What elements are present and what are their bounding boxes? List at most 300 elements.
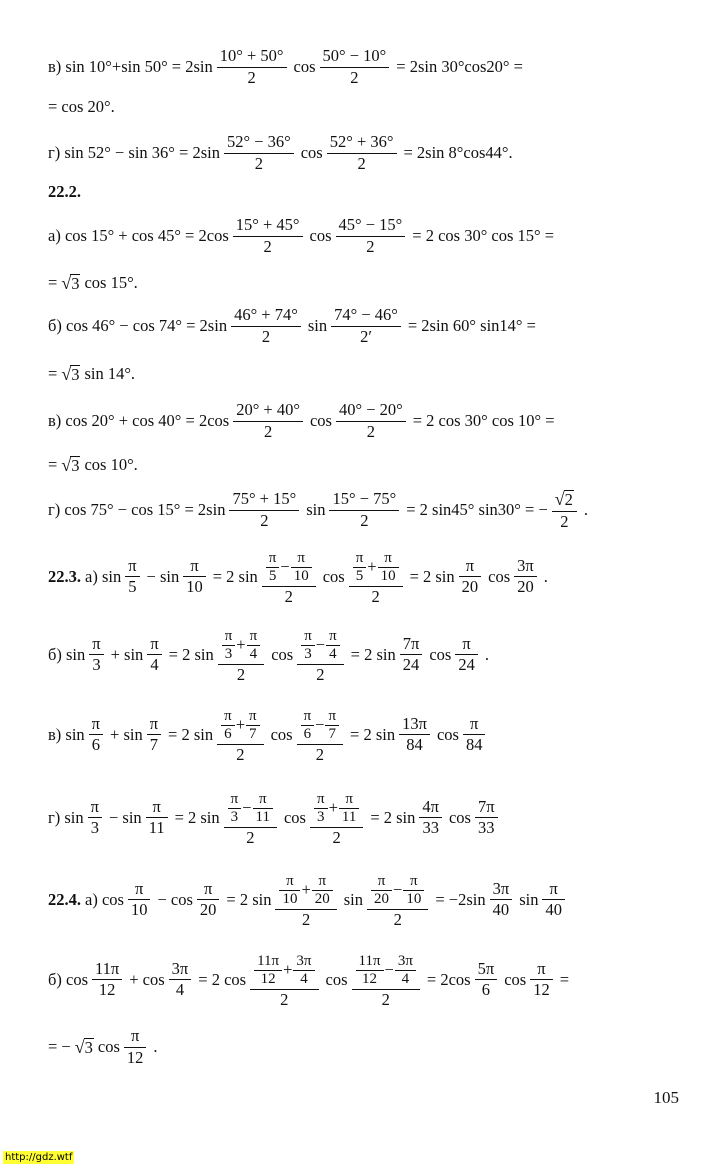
math-text: 40 (545, 900, 562, 920)
numerator (301, 629, 315, 645)
denominator (224, 153, 294, 173)
math-text: = 2 sin (226, 889, 272, 909)
math-text: 13π (402, 713, 427, 733)
numerator (514, 555, 537, 577)
fraction (246, 709, 260, 742)
denominator (250, 989, 318, 1009)
numerator (310, 790, 363, 827)
denominator (514, 576, 537, 596)
math-text: 2 (284, 586, 293, 606)
square-root (61, 365, 80, 384)
compound-numerator (221, 629, 261, 662)
numerator (301, 709, 315, 725)
math-text: + (235, 714, 245, 734)
fraction (231, 307, 301, 345)
denominator (327, 153, 397, 173)
square-root (61, 274, 80, 293)
denominator (228, 808, 242, 825)
fraction (233, 402, 303, 440)
math-text: 15° − 75° (332, 489, 397, 508)
math-text: 7π (402, 633, 420, 653)
math-text: 3 (92, 655, 101, 675)
denominator (217, 67, 287, 87)
math-text: cos (504, 969, 527, 989)
math-text: 50° − 10° (322, 46, 387, 65)
numerator (228, 792, 242, 808)
math-text: 3π (296, 952, 312, 969)
fraction (228, 792, 242, 825)
fraction (336, 402, 406, 440)
math-text: − (315, 714, 325, 734)
math-text: π (224, 707, 232, 724)
math-text: 2 (393, 909, 402, 929)
denominator (371, 890, 392, 907)
numerator (250, 952, 318, 989)
math-text: π (303, 707, 312, 724)
fraction (217, 48, 287, 86)
square-root (61, 456, 80, 475)
fraction (353, 551, 367, 584)
math-text: sin (307, 315, 328, 335)
math-text: = 2sin 60° sin14° = (407, 315, 536, 335)
numerator (247, 629, 261, 645)
denominator (229, 510, 299, 530)
denominator (222, 645, 236, 662)
fraction (552, 490, 577, 530)
square-root (75, 1038, 94, 1057)
site-url-watermark: http://gdz.wtf (5, 1152, 73, 1163)
numerator (349, 549, 403, 586)
math-text: 2 (366, 236, 375, 256)
fraction (217, 707, 263, 764)
math-text: + (328, 797, 338, 817)
page-number: 105 (653, 1088, 679, 1107)
denominator (275, 909, 336, 929)
math-text: π (128, 555, 137, 575)
denominator (88, 817, 102, 837)
math-text: π (304, 627, 312, 644)
fraction (336, 217, 406, 255)
fraction (475, 958, 498, 1000)
numerator (419, 796, 442, 818)
math-text: 20 (199, 900, 217, 920)
numerator (459, 633, 473, 655)
math-text: 2 (301, 909, 311, 929)
math-text: 10° + 50° (219, 46, 284, 65)
math-text: + sin (110, 724, 143, 744)
denominator (331, 326, 401, 346)
math-text: 2 (254, 153, 263, 173)
numerator (149, 796, 163, 818)
fraction (320, 48, 390, 86)
math-text: sin (306, 499, 326, 519)
fraction (475, 796, 498, 838)
math-text: π (384, 549, 392, 566)
math-text: 84 (465, 735, 483, 755)
fraction (254, 954, 282, 987)
fraction (275, 872, 336, 929)
numerator (475, 796, 498, 818)
radical-sign-icon: √ (554, 489, 565, 509)
numerator (400, 633, 423, 655)
math-text: 2 (263, 236, 272, 256)
fraction (124, 1028, 147, 1066)
radical-sign-icon: √ (61, 454, 72, 475)
numerator (336, 217, 406, 236)
fraction (314, 792, 328, 825)
math-text: = 2sin 8°cos44°. (403, 142, 513, 162)
denominator (218, 664, 264, 684)
math-text: = 2 cos 30° cos 10° = (412, 410, 555, 430)
fraction (297, 627, 343, 684)
exercise-number: 22.3. (48, 566, 81, 586)
math-text: 2 (316, 664, 325, 684)
fraction (146, 796, 168, 838)
numerator (331, 307, 401, 326)
numerator (262, 549, 316, 586)
denominator (301, 725, 315, 742)
line-22-3-a (48, 549, 548, 606)
line-22-3-v (48, 707, 488, 764)
numerator (147, 633, 161, 655)
fraction (233, 217, 303, 255)
math-text: а) cos 15° + cos 45° = 2cos (48, 225, 229, 245)
numerator (89, 713, 103, 735)
math-text: 2 (560, 511, 569, 531)
math-text: cos (300, 142, 323, 162)
fraction (125, 555, 139, 597)
math-text: = 2sin 30°cos20° = (396, 56, 523, 76)
line-22-2-a (48, 217, 554, 255)
math-text: 2 (246, 827, 255, 847)
math-text: 2′ (360, 326, 372, 346)
fraction (463, 713, 486, 755)
math-text: 3 (230, 808, 239, 825)
numerator (266, 551, 280, 567)
math-text: 74° − 46° (334, 305, 398, 324)
math-text: cos 15°. (84, 272, 138, 292)
fraction (455, 633, 478, 675)
numerator (201, 878, 215, 900)
denominator (310, 827, 363, 847)
denominator (128, 899, 151, 919)
math-text: π (377, 872, 386, 889)
math-text: cos (448, 807, 471, 827)
numerator (221, 709, 235, 725)
fraction (349, 549, 403, 606)
line-22-3-g (48, 790, 501, 847)
math-text: cos (271, 644, 294, 664)
fraction (279, 874, 300, 907)
line-22-2-v-cont (48, 456, 138, 475)
math-text: 4 (249, 645, 258, 662)
math-text: − (315, 634, 326, 654)
math-text: 10 (186, 577, 203, 597)
line-22-4-a (48, 872, 568, 929)
math-text: в) cos 20° + cos 40° = 2cos (48, 410, 230, 430)
math-text: 4 (300, 970, 308, 987)
math-text: 11π (358, 952, 381, 969)
compound-numerator (265, 551, 313, 584)
math-text: 3π (397, 952, 413, 969)
fraction (459, 555, 482, 597)
fraction (326, 629, 340, 662)
numerator (320, 48, 390, 67)
math-text: π (230, 790, 239, 807)
math-text: sin 14°. (84, 363, 136, 383)
denominator (301, 645, 315, 662)
numerator (475, 958, 498, 980)
math-text: 3 (224, 645, 233, 662)
fraction (301, 629, 315, 662)
fraction (329, 491, 399, 529)
exercise-number: 22.2. (48, 181, 81, 201)
math-text: + (236, 634, 246, 654)
numerator (552, 490, 577, 511)
math-text: 20 (517, 577, 534, 597)
denominator (336, 421, 406, 441)
math-text: = (48, 454, 58, 474)
fraction (266, 551, 280, 584)
math-text: = 2 sin (350, 724, 396, 744)
numerator (224, 134, 294, 153)
denominator (314, 808, 328, 825)
math-text: 2 (381, 989, 390, 1009)
math-text: 24 (458, 655, 475, 675)
math-text: − (393, 879, 403, 899)
math-text: 11 (255, 808, 270, 825)
denominator (542, 899, 565, 919)
math-text: 5 (268, 567, 277, 584)
math-text: − (384, 959, 394, 979)
math-text: 5 (128, 577, 137, 597)
fraction (89, 713, 103, 755)
math-text: 12 (126, 1047, 144, 1067)
denominator (233, 421, 303, 441)
fraction (147, 713, 161, 755)
fraction (92, 958, 122, 1000)
denominator (339, 808, 359, 825)
math-text: 10 (293, 567, 309, 584)
math-text: π (316, 790, 325, 807)
denominator (395, 970, 416, 987)
math-text: . (583, 499, 589, 519)
line-22-2-v (48, 402, 555, 440)
math-text: π (249, 627, 258, 644)
fraction (169, 958, 192, 1000)
math-text: = −2sin (435, 889, 486, 909)
compound-numerator (227, 792, 274, 825)
numerator (395, 954, 416, 970)
math-text: − (242, 797, 252, 817)
numerator (233, 217, 303, 236)
math-text: cos (488, 566, 511, 586)
numerator (297, 627, 343, 664)
numerator (217, 48, 287, 67)
numerator (222, 629, 236, 645)
math-text: π (203, 878, 213, 898)
math-text: π (462, 633, 471, 653)
fraction (400, 633, 423, 675)
denominator (403, 890, 424, 907)
math-text: π (286, 872, 294, 889)
math-text: 33 (478, 818, 495, 838)
math-text: π (355, 549, 364, 566)
numerator (381, 551, 395, 567)
compound-numerator (370, 874, 425, 907)
numerator (217, 707, 263, 744)
math-text: 11π (95, 958, 120, 978)
fraction (222, 629, 236, 662)
math-text: = 2cos (426, 969, 471, 989)
radicand: 3 (71, 455, 80, 475)
denominator (352, 989, 420, 1009)
math-text: а) cos (85, 889, 124, 909)
math-text: 2 (236, 744, 245, 764)
math-text: 11π (257, 952, 280, 969)
radicand: 3 (71, 364, 80, 384)
denominator (325, 725, 339, 742)
numerator (336, 402, 406, 421)
numerator (147, 713, 161, 735)
math-text: 12 (362, 970, 378, 987)
math-text: 2 (360, 510, 369, 530)
math-text: б) cos (48, 969, 89, 989)
denominator (262, 586, 316, 606)
math-text: 2 (247, 67, 256, 87)
math-text: 2 (280, 989, 289, 1009)
math-text: = 2 sin (174, 807, 220, 827)
math-text: 20 (374, 890, 390, 907)
math-text: 52° + 36° (329, 132, 394, 151)
numerator (231, 307, 301, 326)
math-text: а) sin (85, 566, 122, 586)
denominator (378, 567, 399, 584)
fraction (542, 878, 565, 920)
math-text: 40° − 20° (338, 400, 403, 419)
compound-numerator (355, 954, 417, 987)
math-text: = 2 cos (198, 969, 247, 989)
denominator (490, 899, 513, 919)
numerator (356, 954, 384, 970)
math-text: cos 10°. (84, 454, 138, 474)
math-text: 12 (98, 980, 116, 1000)
radical-sign-icon: √ (61, 272, 72, 293)
math-text: = 2 sin (350, 644, 396, 664)
math-text: = (559, 969, 570, 989)
numerator (314, 792, 328, 808)
line-22-2-g (48, 490, 588, 530)
numerator (327, 134, 397, 153)
math-text: π (318, 872, 327, 889)
math-text: 2 (371, 586, 380, 606)
math-text: π (537, 958, 546, 978)
math-text: 2 (315, 744, 324, 764)
denominator (400, 654, 423, 674)
fraction (229, 491, 299, 529)
line-22-4-b (48, 952, 569, 1009)
math-text: = 2 sin (168, 724, 214, 744)
numerator (325, 709, 339, 725)
fraction (89, 633, 103, 675)
line-22-1-v (48, 48, 523, 86)
math-text: б) sin (48, 644, 86, 664)
math-text: cos (322, 566, 345, 586)
math-text: π (410, 872, 418, 889)
compound-numerator (352, 551, 400, 584)
denominator (291, 567, 312, 584)
math-text: 5 (355, 567, 364, 584)
math-text: 3π (517, 555, 534, 575)
math-text: г) sin (48, 807, 84, 827)
math-text: + (301, 879, 311, 899)
math-text: π (328, 707, 337, 724)
math-text: = − (48, 1036, 71, 1056)
fraction (325, 709, 339, 742)
math-text: 3 (317, 808, 325, 825)
math-text: 7π (477, 796, 495, 816)
math-text: 10 (130, 900, 148, 920)
denominator (399, 734, 430, 754)
math-text: π (190, 555, 199, 575)
fraction (514, 555, 537, 597)
math-text: = 2 sin (168, 644, 214, 664)
math-text: 6 (224, 725, 232, 742)
math-text: 3π (492, 878, 510, 898)
math-text: π (224, 627, 233, 644)
numerator (547, 878, 561, 900)
denominator (89, 654, 103, 674)
fraction (224, 134, 294, 172)
compound-numerator (300, 629, 340, 662)
compound-numerator (220, 709, 260, 742)
math-text: 46° + 74° (234, 305, 298, 324)
math-text: 20 (461, 577, 479, 597)
numerator (326, 629, 340, 645)
fraction (301, 709, 315, 742)
numerator (218, 627, 264, 664)
radicand: 2 (564, 490, 573, 509)
math-text: cos (429, 644, 452, 664)
math-text: sin (343, 889, 364, 909)
numerator (224, 790, 277, 827)
math-text: 4π (422, 796, 439, 816)
math-text: 2 (261, 326, 271, 346)
denominator (124, 1047, 147, 1067)
denominator (89, 734, 103, 754)
math-text: 11 (341, 808, 357, 825)
math-text: 6 (91, 735, 100, 755)
line-22-3-b (48, 627, 489, 684)
math-text: π (329, 627, 337, 644)
math-text: 2 (236, 664, 246, 684)
numerator (233, 402, 303, 421)
numerator (283, 874, 297, 890)
denominator (475, 817, 498, 837)
math-text: 52° − 36° (226, 132, 291, 151)
math-text: 12 (260, 970, 276, 987)
math-text: π (345, 790, 353, 807)
math-text: π (297, 549, 305, 566)
math-text: cos (436, 724, 459, 744)
denominator (254, 970, 282, 987)
math-text: cos (293, 56, 316, 76)
line-22-4-b-cont (48, 1028, 158, 1066)
numerator (132, 878, 146, 900)
fraction (247, 629, 261, 662)
denominator (459, 576, 482, 596)
square-root (555, 490, 574, 509)
